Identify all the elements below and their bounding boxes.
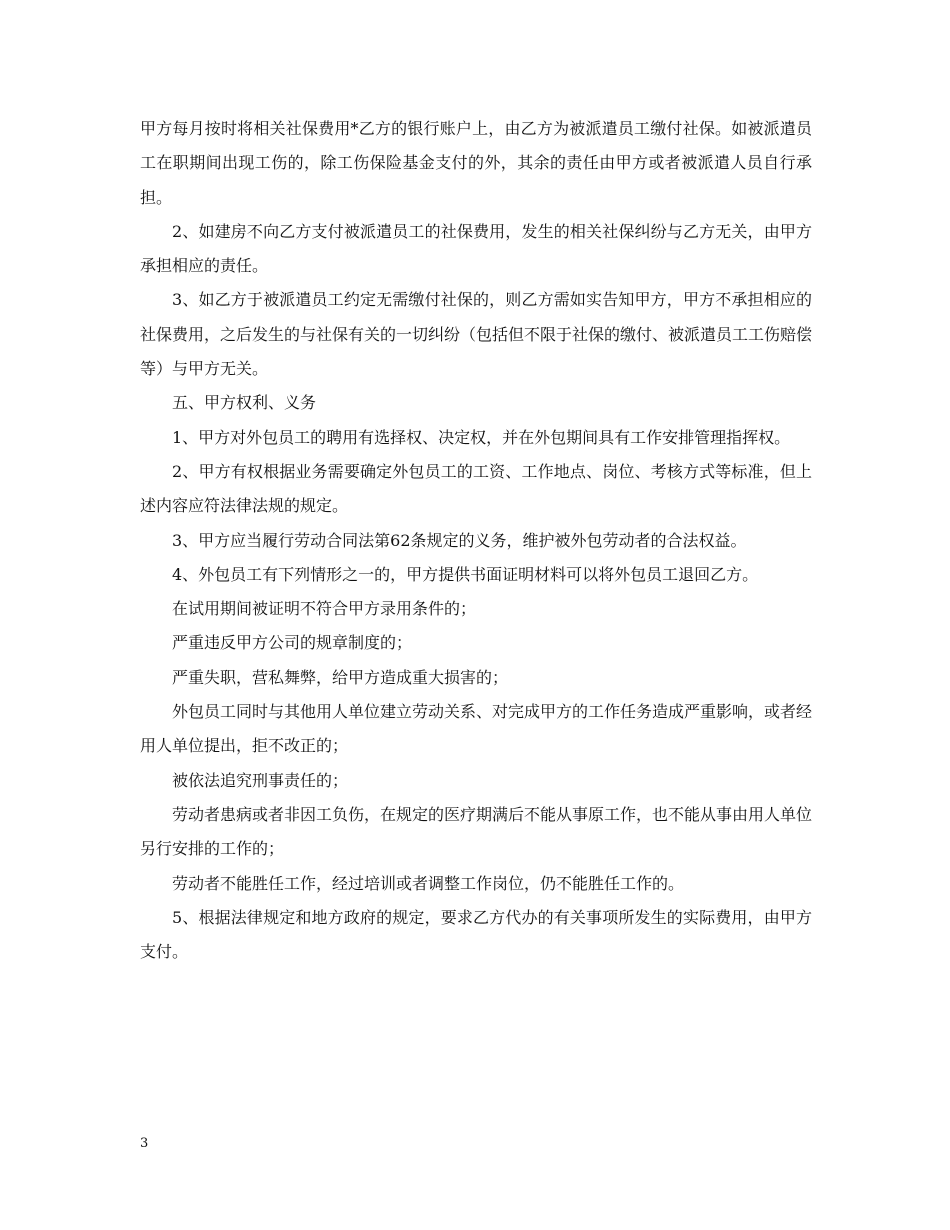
paragraph-16: 5、根据法律规定和地方政府的规定，要求乙方代办的有关事项所发生的实际费用，由甲方支付。: [140, 907, 812, 962]
list-item-1: 在试用期间被证明不符合甲方录用条件的；: [172, 599, 477, 619]
paragraph-7: 3、甲方应当履行劳动合同法第62条规定的义务，维护被外包劳动者的合法权益。: [172, 530, 747, 550]
paragraph-5: 1、甲方对外包员工的聘用有选择权、决定权，并在外包期间具有工作安排管理指挥权。: [172, 427, 791, 447]
paragraph-3: 3、如乙方于被派遣员工约定无需缴付社保的，则乙方需如实告知甲方，甲方不承担相应的社保费用，之后发生的与社保有关的一切纠纷（包括但不限于社保的缴付、被派遣员工工伤赔偿等）与甲方无关。: [140, 290, 813, 379]
section-heading-5: 五、甲方权利、义务: [172, 393, 317, 413]
list-item-5: 被依法追究刑事责任的；: [172, 770, 349, 790]
paragraph-2: 2、如建房不向乙方支付被派遣员工的社保费用，发生的相关社保纠纷与乙方无关，由甲方承担相应的责任。: [140, 221, 812, 276]
document-body: [140, 112, 812, 969]
list-item-7: 劳动者不能胜任工作，经过培训或者调整工作岗位，仍不能胜任工作的。: [172, 873, 685, 893]
paragraph-1: 甲方每月按时将相关社保费用*乙方的银行账户上，由乙方为被派遣员工缴付社保。如被派遣员工在职期间出现工伤的，除工伤保险基金支付的外，其余的责任由甲方或者被派遣人员自行承担。: [140, 119, 812, 207]
page-number: 3: [140, 1136, 149, 1151]
list-item-3: 严重失职，营私舞弊，给甲方造成重大损害的；: [172, 667, 509, 687]
list-item-4: 外包员工同时与其他用人单位建立劳动关系、对完成甲方的工作任务造成严重影响，或者经用人单位提出，拒不改正的；: [140, 702, 813, 756]
paragraph-8: 4、外包员工有下列情形之一的，甲方提供书面证明材料可以将外包员工退回乙方。: [172, 564, 759, 584]
paragraph-6: 2、甲方有权根据业务需要确定外包员工的工资、工作地点、岗位、考核方式等标准，但上述内容应符法律法规的规定。: [140, 461, 812, 516]
list-item-2: 严重违反甲方公司的规章制度的；: [172, 633, 413, 653]
list-item-6: 劳动者患病或者非因工负伤，在规定的医疗期满后不能从事原工作，也不能从事由用人单位另行安排的工作的；: [140, 804, 813, 859]
